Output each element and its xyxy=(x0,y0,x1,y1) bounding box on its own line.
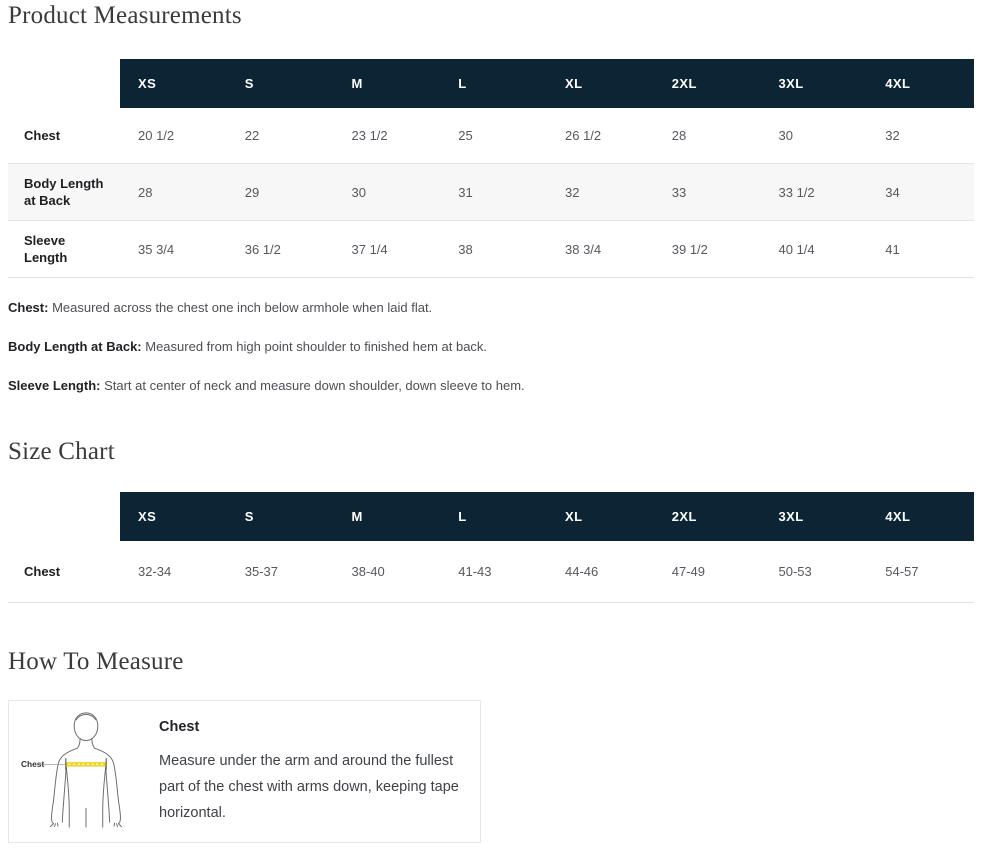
cell-value: 50-53 xyxy=(761,541,868,603)
cell-value: 32 xyxy=(547,164,654,221)
size-header-3xl: 3XL xyxy=(761,59,868,108)
cell-value: 31 xyxy=(440,164,547,221)
cell-value: 38 3/4 xyxy=(547,221,654,278)
cell-value: 39 1/2 xyxy=(654,221,761,278)
size-header-4xl: 4XL xyxy=(867,492,974,541)
table-row-body-length xyxy=(8,164,974,221)
size-header-2xl: 2XL xyxy=(654,59,761,108)
person-outline-figure xyxy=(21,710,149,828)
card-description: Measure under the arm and around the fullest part of the chest with arms down, keeping tape horizontal. xyxy=(159,753,459,821)
cell-value: 28 xyxy=(671,128,687,143)
cell-value: 23 1/2 xyxy=(351,128,388,143)
cell-value: 41 xyxy=(867,221,974,278)
size-header-xs: XS xyxy=(120,59,227,108)
figure-left-arm xyxy=(52,748,78,823)
header-corner-cell xyxy=(8,59,120,108)
figure-right-inner-arm xyxy=(106,767,110,822)
table-row-chest xyxy=(8,108,974,164)
size-header-s: S xyxy=(227,492,334,541)
size-header-4xl: 4XL xyxy=(867,59,974,108)
row-label-body-length: Body Length at Back xyxy=(8,164,120,221)
table-row-sleeve-length xyxy=(8,221,974,278)
cell-value: 20 1/2 xyxy=(138,128,175,143)
how-to-measure-card xyxy=(8,700,481,843)
figure-head xyxy=(74,713,98,741)
size-header-xs: XS xyxy=(120,492,227,541)
cell-value: 28 xyxy=(120,164,227,221)
row-label-chest: Chest xyxy=(8,541,120,603)
figure-chest-label: Chest xyxy=(21,759,45,770)
size-chart-table xyxy=(8,492,974,603)
header-corner-cell xyxy=(8,492,120,541)
size-header-2xl: 2XL xyxy=(654,492,761,541)
cell-value: 37 1/4 xyxy=(334,221,441,278)
cell-value: 33 xyxy=(654,164,761,221)
body-figure-illustration xyxy=(21,710,149,833)
cell-value: 47-49 xyxy=(654,541,761,603)
cell-value: 26 1/2 xyxy=(565,128,602,143)
cell-value: 40 1/4 xyxy=(761,221,868,278)
cell-value: 32 xyxy=(885,128,900,143)
card-text-block xyxy=(159,710,469,826)
figure-left-hand xyxy=(51,823,58,826)
size-header-xl: XL xyxy=(547,59,654,108)
cell-value: 36 1/2 xyxy=(227,221,334,278)
note-text: Start at center of neck and measure down shoulder, down sleeve to hem. xyxy=(100,378,525,393)
cell-value: 44-46 xyxy=(547,541,654,603)
product-measurements-title: Product Measurements xyxy=(8,2,242,29)
row-label-sleeve-length: Sleeve Length xyxy=(8,221,120,278)
cell-value: 35 3/4 xyxy=(120,221,227,278)
cell-value: 54-57 xyxy=(867,541,974,603)
size-header-l: L xyxy=(440,59,547,108)
note-text: Measured across the chest one inch below armhole when laid flat. xyxy=(48,300,433,315)
cell-value: 33 1/2 xyxy=(761,164,868,221)
note-sleeve-length xyxy=(8,378,974,394)
cell-value: 30 xyxy=(778,128,793,143)
product-measurements-table xyxy=(8,59,974,278)
cell-value: 29 xyxy=(227,164,334,221)
note-chest xyxy=(8,300,974,316)
measuring-tape xyxy=(66,762,106,766)
cell-value: 38-40 xyxy=(334,541,441,603)
cell-value: 38 xyxy=(440,221,547,278)
cell-value: 22 xyxy=(244,128,260,143)
note-term: Chest: xyxy=(8,300,49,315)
size-header-l: L xyxy=(440,492,547,541)
measurement-notes xyxy=(8,300,974,394)
size-header-3xl: 3XL xyxy=(761,492,868,541)
note-term: Sleeve Length: xyxy=(8,378,101,393)
size-chart-header-row xyxy=(8,492,974,541)
cell-value: 35-37 xyxy=(227,541,334,603)
row-label-chest: Chest xyxy=(24,128,61,143)
figure-left-inner-arm xyxy=(62,767,66,822)
figure-torso-right xyxy=(103,767,106,827)
cell-value: 30 xyxy=(334,164,441,221)
figure-torso-left xyxy=(66,767,69,827)
figure-right-arm xyxy=(95,748,121,823)
card-title-chest: Chest xyxy=(159,719,200,735)
note-text: Measured from high point shoulder to finished hem at back. xyxy=(141,339,488,354)
size-chart-row-chest xyxy=(8,541,974,603)
figure-right-hand xyxy=(114,823,121,826)
note-body-length xyxy=(8,339,974,355)
cell-value: 32-34 xyxy=(120,541,227,603)
measurements-header-row xyxy=(8,59,974,108)
size-header-m: M xyxy=(334,492,441,541)
size-header-xl: XL xyxy=(547,492,654,541)
how-to-measure-title: How To Measure xyxy=(8,648,184,675)
size-header-s: S xyxy=(227,59,334,108)
cell-value: 34 xyxy=(867,164,974,221)
cell-value: 25 xyxy=(458,128,473,143)
size-header-m: M xyxy=(334,59,441,108)
cell-value: 41-43 xyxy=(440,541,547,603)
size-chart-title: Size Chart xyxy=(8,438,115,465)
note-term: Body Length at Back: xyxy=(8,339,142,354)
